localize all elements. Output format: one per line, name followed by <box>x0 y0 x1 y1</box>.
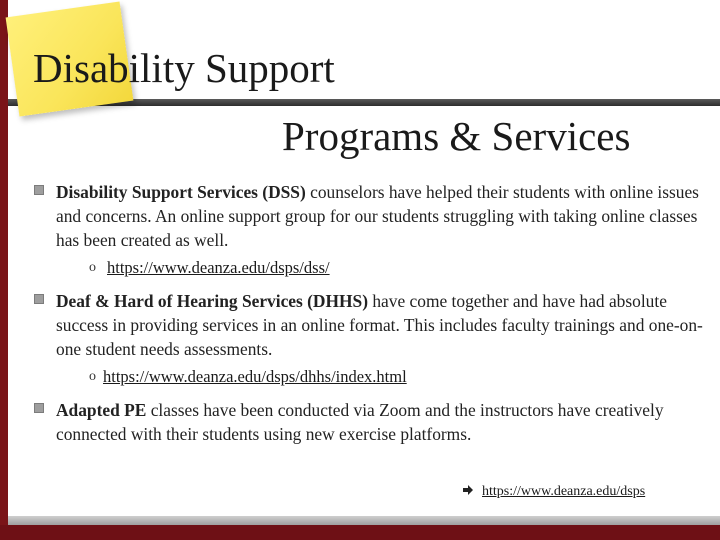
sub-bullet-marker: o <box>89 369 96 384</box>
bullet-bold-text: Disability Support Services (DSS) <box>56 182 306 202</box>
bullet-body-text: classes have been conducted via Zoom and the instructors have creatively connected with their students using new exercise platforms. <box>56 400 664 444</box>
bullet-body-text: have come together and have had absolute success in providing services in an online format. This includes faculty trainings and one-on-one student needs assessments. <box>56 291 703 359</box>
bullet-list <box>34 180 714 446</box>
sub-bullet-marker: o <box>89 260 96 275</box>
arrow-right-icon <box>462 484 474 501</box>
square-bullet-icon <box>34 403 44 413</box>
sub-item-dss-link <box>89 257 714 279</box>
dsps-home-link[interactable]: https://www.deanza.edu/dsps <box>482 484 646 499</box>
bullet-item-dhhs <box>34 289 714 361</box>
page-title-line2: Programs & Services <box>282 113 631 159</box>
square-bullet-icon <box>34 294 44 304</box>
frame-bottom-border <box>0 525 720 540</box>
bullet-bold-text: Deaf & Hard of Hearing Services (DHHS) <box>56 291 369 311</box>
footer-link-row <box>462 484 645 501</box>
frame-left-border <box>0 0 8 540</box>
bullet-item-dss <box>34 180 714 252</box>
dss-link[interactable]: https://www.deanza.edu/dsps/dss/ <box>107 258 330 277</box>
square-bullet-icon <box>34 185 44 195</box>
bullet-item-adapted-pe <box>34 398 714 446</box>
dhhs-link[interactable]: https://www.deanza.edu/dsps/dhhs/index.html <box>103 367 407 386</box>
sub-item-dhhs-link <box>89 366 714 388</box>
bullet-body-text: counselors have helped their students with online issues and concerns. An online support group for our students struggling with taking online classes has been created as well. <box>56 182 699 250</box>
page-title-line1: Disability Support <box>33 45 335 91</box>
bullet-bold-text: Adapted PE <box>56 400 147 420</box>
